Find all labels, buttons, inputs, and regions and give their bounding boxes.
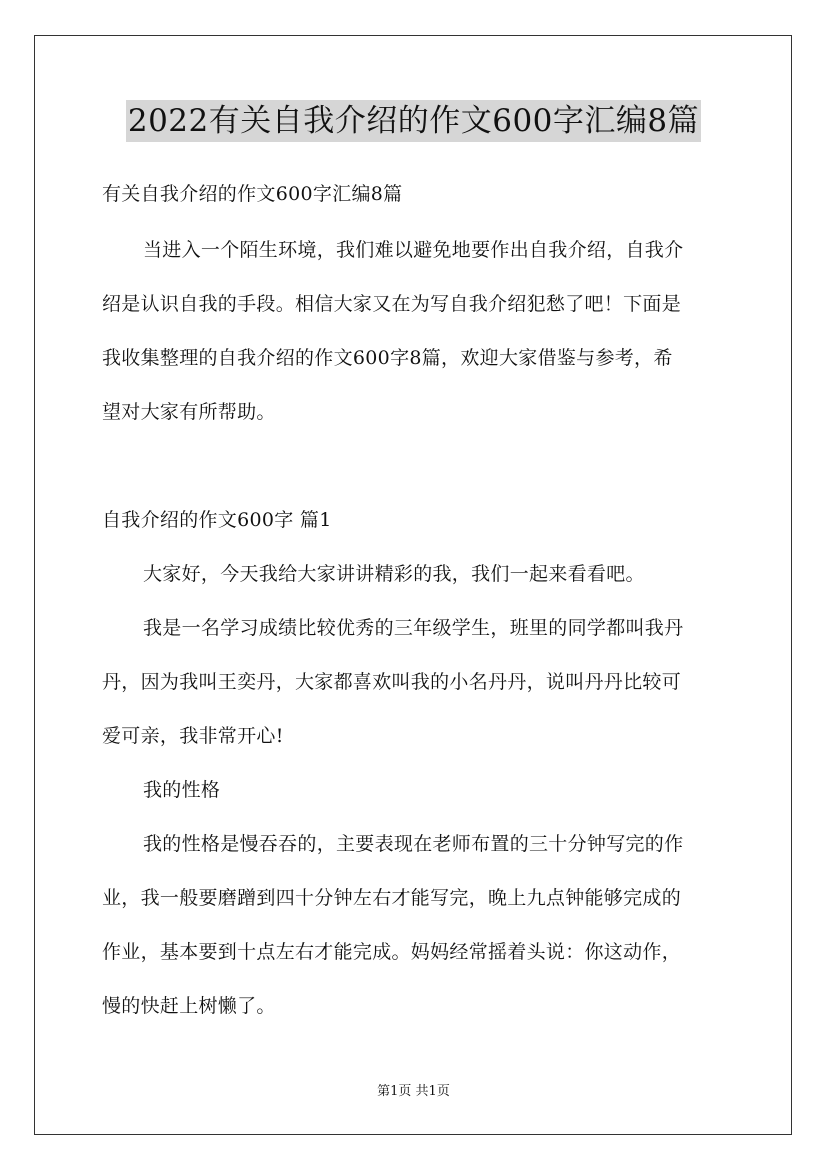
body-line-6: 业，我一般要磨蹭到四十分钟左右才能写完，晚上九点钟能够完成的 [102,887,682,909]
intro-line-4: 望对大家有所帮助。 [102,401,276,423]
body-subheading: 我的性格 [143,779,221,801]
page-footer: 第1页 共1页 [377,1084,450,1099]
intro-line-2: 绍是认识自我的手段。相信大家又在为写自我介绍犯愁了吧！下面是 [102,293,682,315]
body-line-2: 我是一名学习成绩比较优秀的三年级学生，班里的同学都叫我丹 [143,617,684,639]
body-line-8: 慢的快赶上树懒了。 [102,995,276,1017]
title-container [0,100,827,142]
body-line-5: 我的性格是慢吞吞的，主要表现在老师布置的三十分钟写完的作 [143,833,684,855]
intro-line-1: 当进入一个陌生环境，我们难以避免地要作出自我介绍，自我介 [143,239,684,261]
document-title: 2022有关自我介绍的作文600字汇编8篇 [126,100,701,142]
body-line-7: 作业，基本要到十点左右才能完成。妈妈经常摇着头说：你这动作， [102,941,682,963]
body-line-1: 大家好，今天我给大家讲讲精彩的我，我们一起来看看吧。 [143,563,645,585]
body-line-4: 爱可亲，我非常开心! [102,725,284,747]
intro-line-3: 我收集整理的自我介绍的作文600字8篇，欢迎大家借鉴与参考，希 [102,347,673,369]
body-line-3: 丹，因为我叫王奕丹，大家都喜欢叫我的小名丹丹，说叫丹丹比较可 [102,671,682,693]
section-heading: 自我介绍的作文600字 篇1 [102,509,332,531]
document-subtitle: 有关自我介绍的作文600字汇编8篇 [102,183,403,205]
